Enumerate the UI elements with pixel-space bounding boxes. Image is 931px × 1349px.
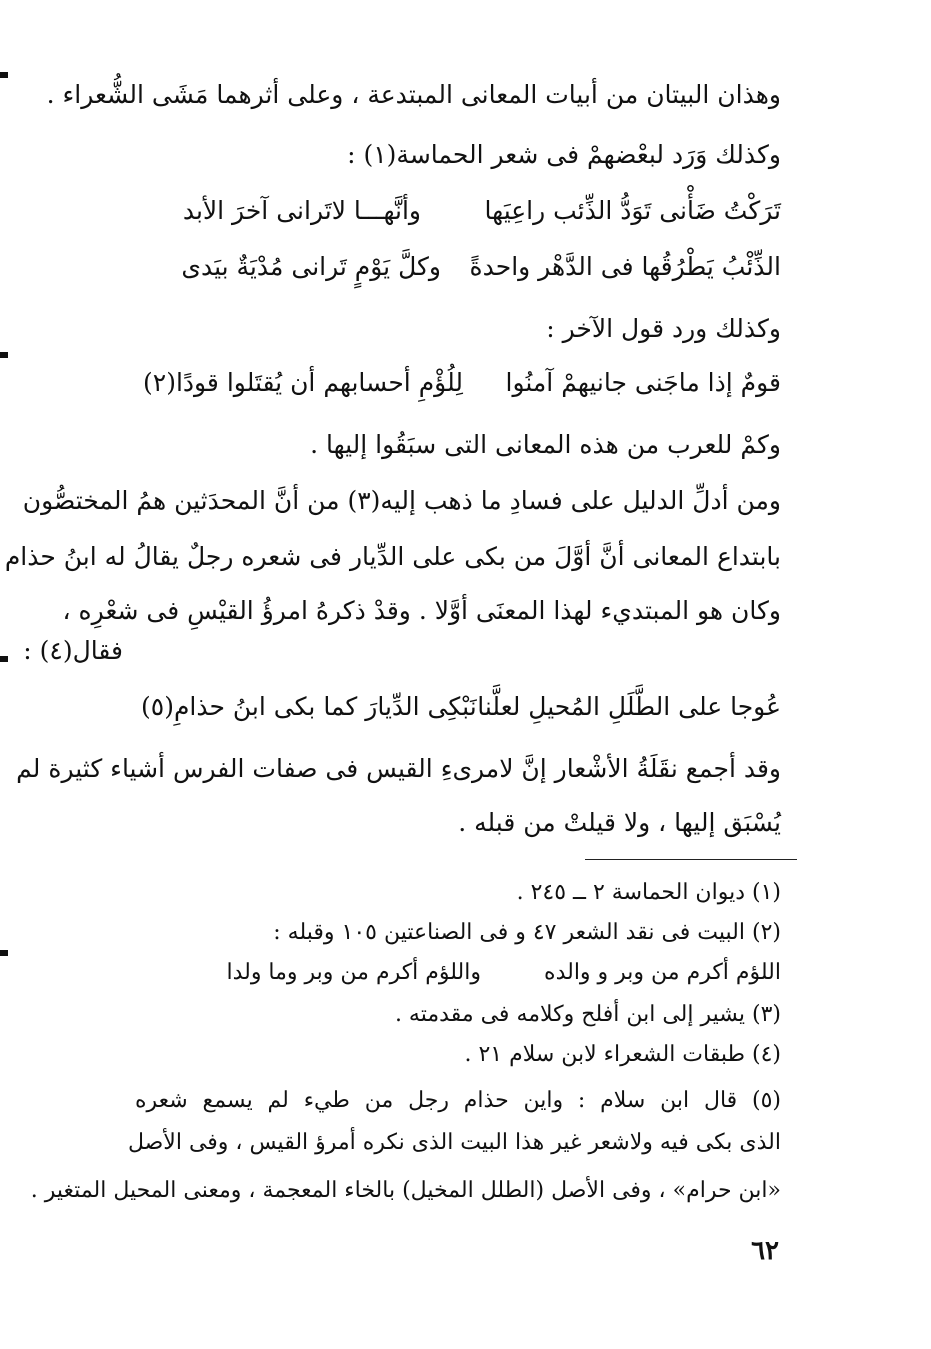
paragraph-line: وهذان البيتان من أبيات المعانى المبتدعة ، وعلى أثرهما مَشَى الشُّعراء . [46, 80, 781, 109]
verse-second-hemistich: وأنَّهـــا لاتَرانى آخرَ الأبد [182, 196, 421, 225]
paragraph-line: ومن أدلِّ الدليل على فسادِ ما ذهب إليه(٣) من أنَّ المحدَثين همُ المختصُّون [22, 486, 781, 515]
footnote: (٣) يشير إلى ابن أفلح وكلامه فى مقدمته . [394, 1002, 781, 1027]
verse-first-hemistich: اللؤم أكرم من وبر و والده [544, 960, 781, 985]
verse-first-hemistich: تَرَكْتُ ضَأْنى تَوَدُّ الذِّئب راعِيَها [484, 196, 781, 225]
footnote: «ابن حرام» ، وفى الأصل (الطلل المخيل) بالخاء المعجمة ، ومعنى المحيل المتغير . [30, 1178, 781, 1203]
binding-mark [0, 656, 8, 662]
verse-line [141, 250, 781, 284]
footnote: (٤) طبقات الشعراء لابن سلام ٢١ . [464, 1042, 781, 1067]
binding-mark [0, 72, 8, 78]
verse-second-hemistich: واللؤم أكرم من وبر وما ولدا [226, 960, 481, 985]
verse-line [141, 366, 781, 400]
paragraph-line: وقد أجمع نقَلَةُ الأشْعار إنَّ لامرىءِ القيس فى صفات الفرس أشياء كثيرة لم [16, 754, 781, 783]
verse-first-hemistich: قومٌ إذا ماجَنى جانيهمْ آمنُوا [505, 368, 781, 397]
footnote: (٥) قال ابن سلام : واين حذام رجل من طيء لم يسمع شعره [135, 1088, 781, 1113]
verse-first-hemistich: عُوجا على الطَّلَلِ المُحيلِ لعلَّنا [477, 692, 781, 721]
verse-first-hemistich: الذِّئْبُ يَطْرُقُها فى الدَّهْر واحدةً [469, 252, 781, 281]
paragraph-line: بابتداع المعانى أنَّ أوَّلَ من بكى على الدِّيار فى شعره رجلٌ يقالُ له ابنُ حذام [4, 542, 781, 571]
verse-second-hemistich: وكلَّ يَوْمٍ تَرانى مُدْيَةٌ بيَدى [181, 252, 441, 281]
footnote: (٢) البيت فى نقد الشعر ٤٧ و فى الصناعتين ١٠٥ وقبله : [273, 920, 781, 945]
verse-second-hemistich: لِلُؤْمِ أحسابهم أن يُقتَلوا قودًا(٢) [142, 368, 463, 397]
verse-line [141, 194, 781, 228]
page-number: ٦٢ [751, 1236, 779, 1266]
verse-second-hemistich: نَبْكِى الدِّيارَ كما بكى ابنُ حذامِ(٥) [141, 692, 477, 721]
paragraph-line: وكان هو المبتديء لهذا المعنَى أوَّلا . وقدْ ذكرهُ امرؤُ القيْسِ فى شعْرِه ، [62, 596, 781, 625]
binding-mark [0, 950, 8, 956]
footnote: الذى بكى فيه ولاشعر غير هذا البيت الذى نكره أمرؤ القيس ، وفى الأصل [127, 1130, 781, 1155]
footnote-separator [585, 859, 797, 860]
verse-line [141, 690, 781, 724]
binding-mark [0, 352, 8, 358]
paragraph-line: فقال(٤) : [23, 636, 123, 665]
paragraph-line: وكذلك وَرَد لبعْضهمْ فى شعر الحماسة(١) : [347, 140, 781, 169]
footnote: (١) ديوان الحماسة ٢ ــ ٢٤٥ . [516, 880, 781, 905]
paragraph-line: يُسْبَق إليها ، ولا قيلتْ من قبله . [458, 808, 781, 837]
paragraph-line: وكذلك ورد قول الآخر : [546, 314, 781, 343]
paragraph-line: وكمْ للعرب من هذه المعانى التى سبَقُوا إليها . [310, 430, 781, 459]
footnote-verse [181, 958, 781, 988]
